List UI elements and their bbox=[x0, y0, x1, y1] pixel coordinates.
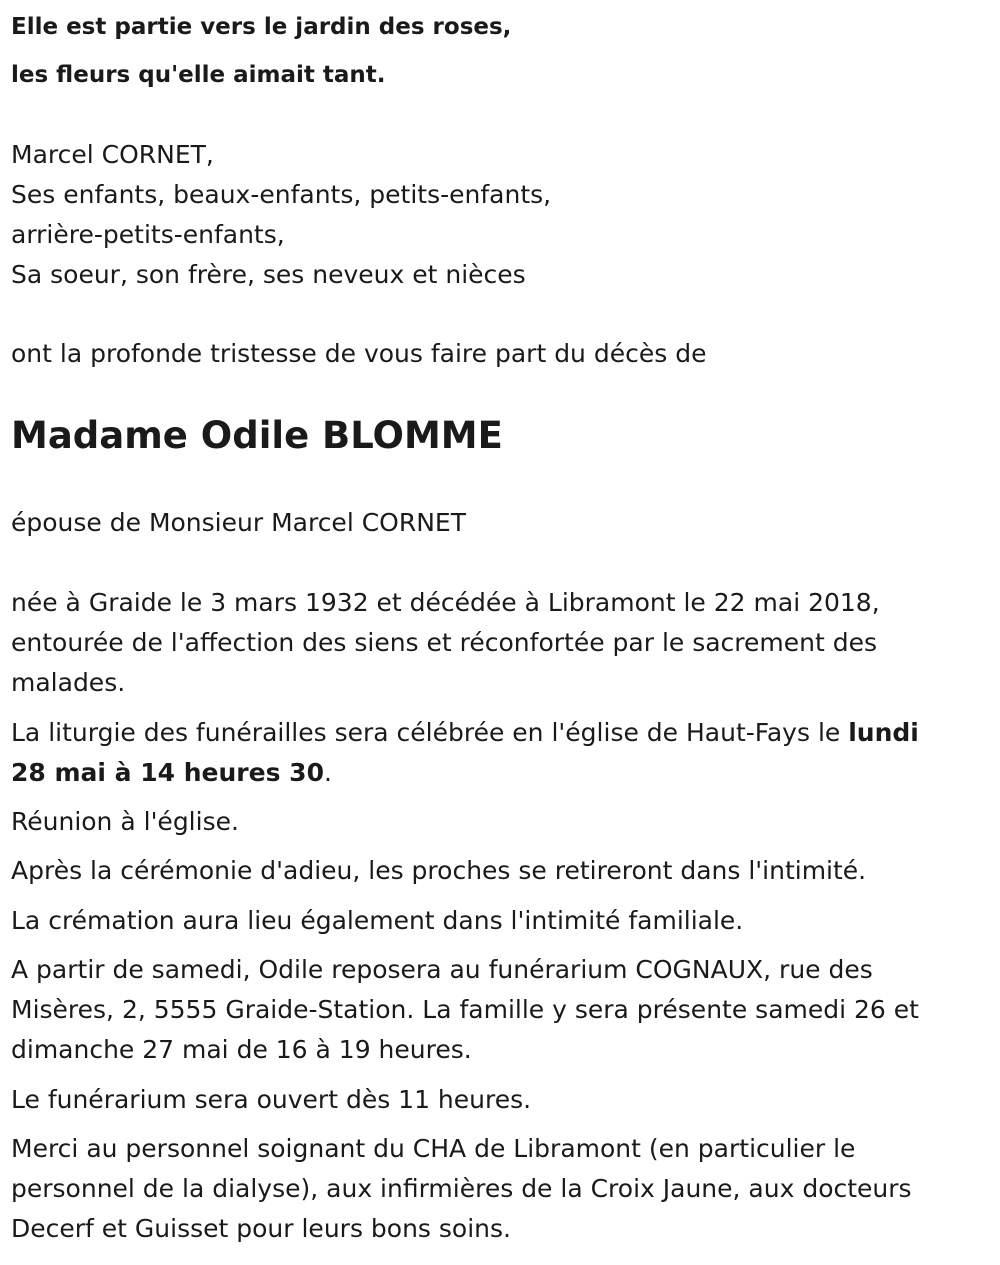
intro-line-2: les fleurs qu'elle aimait tant. bbox=[11, 62, 386, 88]
thanks-line-3: Decerf et Guisset pour leurs bons soins. bbox=[11, 1214, 511, 1243]
viewing-line-1: A partir de samedi, Odile reposera au funérarium COGNAUX, rue des bbox=[11, 955, 873, 984]
funeral-line-2 bbox=[11, 758, 332, 788]
announcement-text: ont la profonde tristesse de vous faire part du décès de bbox=[11, 339, 707, 368]
thanks-line-2: personnel de la dialyse), aux infirmières de la Croix Jaune, aux docteurs bbox=[11, 1174, 912, 1203]
funeral-text: La liturgie des funérailles sera célébrée en l'église de Haut-Fays le bbox=[11, 718, 849, 747]
family-line-4: Sa soeur, son frère, ses neveux et nièces bbox=[11, 260, 526, 289]
family-line-3: arrière-petits-enfants, bbox=[11, 220, 285, 249]
deceased-name: Madame Odile BLOMME bbox=[11, 414, 503, 457]
funeral-end: . bbox=[323, 758, 332, 787]
funerarium-open-text: Le funérarium sera ouvert dès 11 heures. bbox=[11, 1085, 532, 1114]
funeral-day: lundi bbox=[848, 718, 919, 747]
spouse-text: épouse de Monsieur Marcel CORNET bbox=[11, 508, 466, 537]
after-ceremony-text: Après la cérémonie d'adieu, les proches se retireront dans l'intimité. bbox=[11, 856, 867, 885]
viewing-line-3: dimanche 27 mai de 16 à 19 heures. bbox=[11, 1035, 472, 1064]
family-line-2: Ses enfants, beaux-enfants, petits-enfants, bbox=[11, 180, 552, 209]
birth-death-line-1: née à Graide le 3 mars 1932 et décédée à Libramont le 22 mai 2018, bbox=[11, 588, 880, 617]
reunion-text: Réunion à l'église. bbox=[11, 807, 239, 836]
cremation-text: La crémation aura lieu également dans l'intimité familiale. bbox=[11, 906, 744, 935]
thanks-line-1: Merci au personnel soignant du CHA de Libramont (en particulier le bbox=[11, 1134, 856, 1163]
viewing-line-2: Misères, 2, 5555 Graide-Station. La famille y sera présente samedi 26 et bbox=[11, 995, 919, 1024]
birth-death-line-3: malades. bbox=[11, 668, 126, 697]
family-line-1: Marcel CORNET, bbox=[11, 140, 214, 169]
funeral-date-time: 28 mai à 14 heures 30 bbox=[11, 758, 324, 787]
birth-death-line-2: entourée de l'affection des siens et réconfortée par le sacrement des bbox=[11, 628, 878, 657]
intro-line-1: Elle est partie vers le jardin des roses, bbox=[11, 14, 512, 40]
funeral-line-1 bbox=[11, 718, 919, 748]
